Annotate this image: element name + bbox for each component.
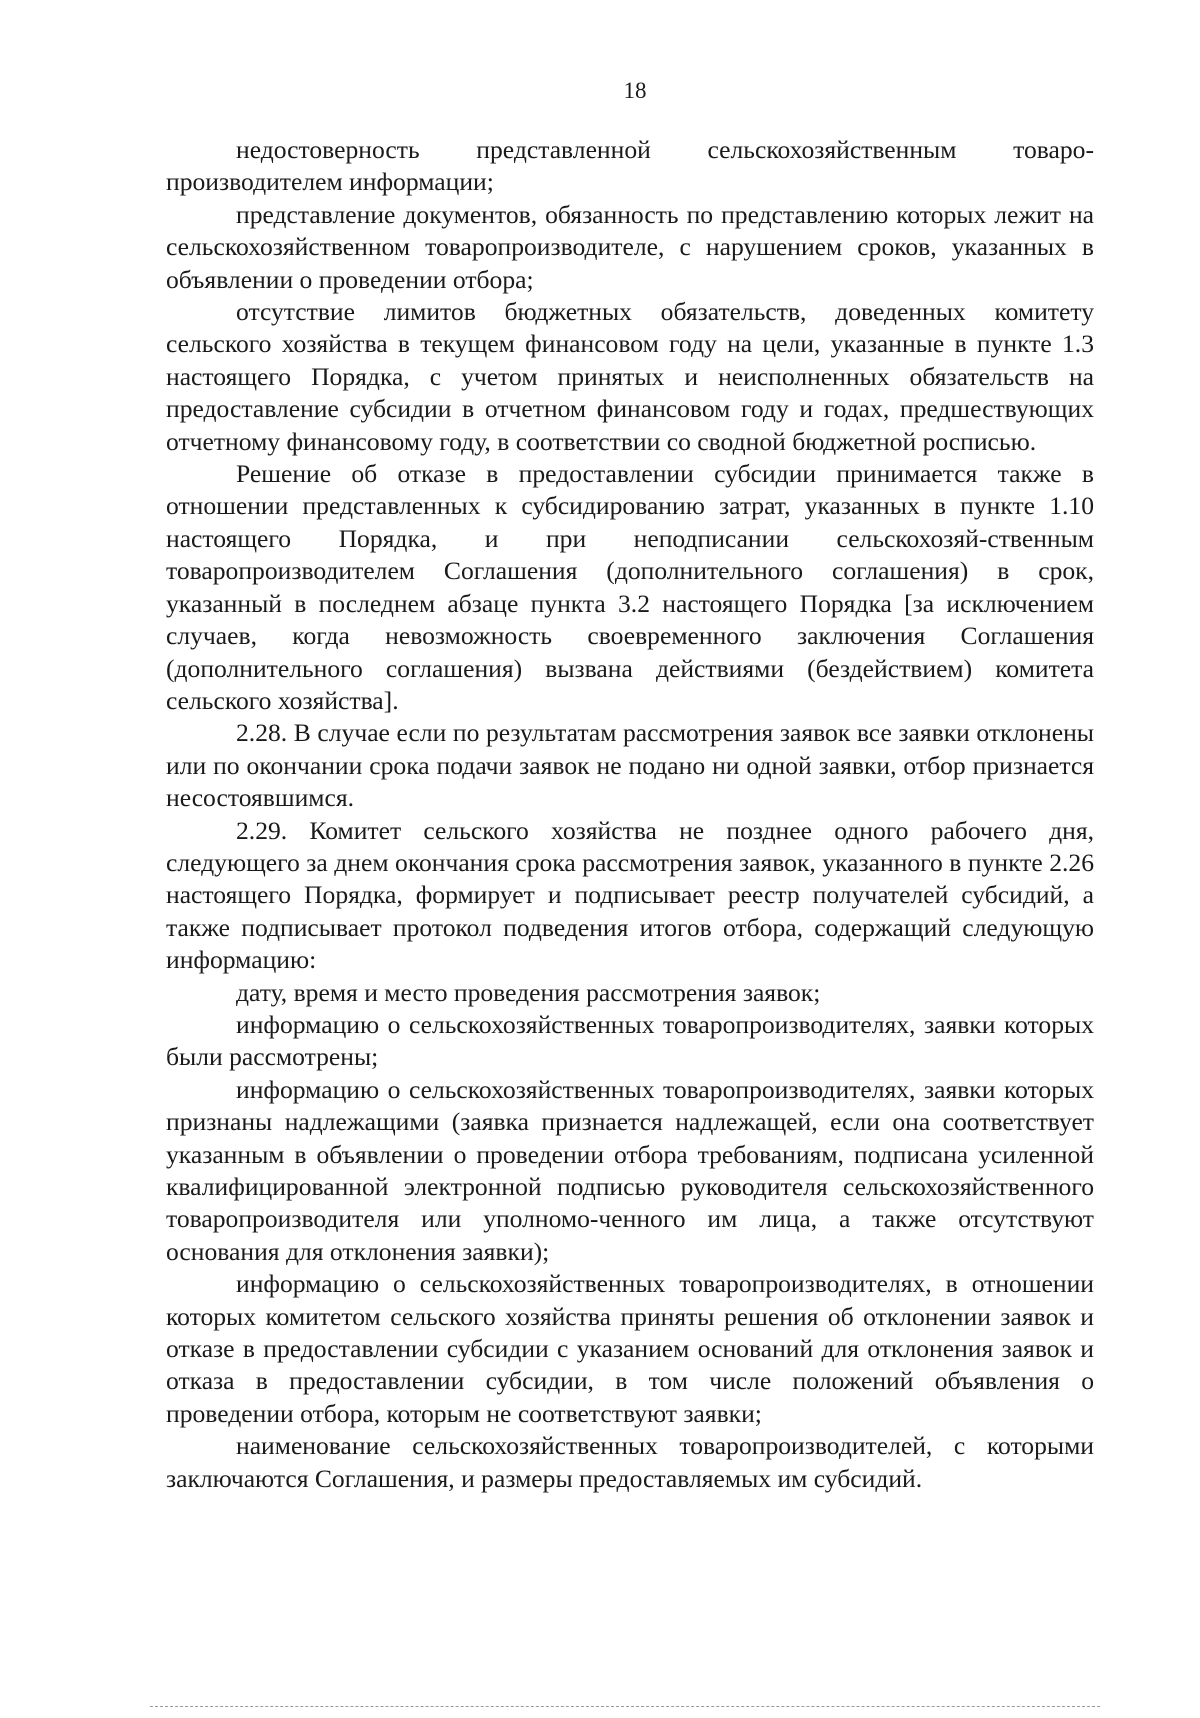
paragraph: дату, время и место проведения рассмотрения заявок; [236, 977, 821, 1007]
paragraph-2-28: 2.28. В случае если по результатам рассмотрения заявок все заявки отклонены или по окончании срока подачи заявок не подано ни одной заявки, отбор признается несостоявшимся. [166, 718, 1094, 813]
page-number: 18 [623, 78, 647, 103]
document-body [166, 134, 1094, 1495]
paragraph: информацию о сельскохозяйственных товаропроизводителях, заявки которых признаны надлежащими (заявка признается надлежащей, если она соответствует указанным в объявлении о проведении отбора требованиям, подписана усиленной квалифицированной электронной подписью руководителя сельскохозяйственного товаропроизводителя или уполномо-ченного им лица, а также отсутствуют основания для отклонения заявки); [166, 1074, 1094, 1266]
scan-edge-line [150, 1706, 1100, 1707]
paragraph: отсутствие лимитов бюджетных обязательств, доведенных комитету сельского хозяйства в текущем финансовом году на цели, указанные в пункте 1.3 настоящего Порядка, с учетом принятых и неисполненных обязательств на предоставление субсидии в отчетном финансовом году и годах, предшествующих отчетному финансовому году, в соответствии со сводной бюджетной росписью. [166, 297, 1094, 456]
paragraph: информацию о сельскохозяйственных товаропроизводителях, заявки которых были рассмотрены; [166, 1009, 1094, 1072]
paragraph: наименование сельскохозяйственных товаропроизводителей, с которыми заключаются Соглашения, и размеры предоставляемых им субсидий. [166, 1431, 1094, 1493]
paragraph: недостоверность представленной сельскохозяйственным товаро-производителем информации; [166, 135, 1094, 197]
paragraph: представление документов, обязанность по представлению которых лежит на сельскохозяйственном товаропроизводителе, с нарушением сроков, указанных в объявлении о проведении отбора; [166, 199, 1094, 294]
paragraph: Решение об отказе в предоставлении субсидии принимается также в отношении представленных к субсидированию затрат, указанных в пункте 1.10 настоящего Порядка, и при неподписании сельскохозяй-ственным товаропроизводителем Соглашения (дополнительного соглашения) в срок, указанный в последнем абзаце пункта 3.2 настоящего Порядка [за исключением случаев, когда невозможность своевременного заключения Соглашения (дополнительного соглашения) вызвана действиями (бездействием) комитета сельского хозяйства]. [166, 459, 1094, 715]
paragraph: информацию о сельскохозяйственных товаропроизводителях, в отношении которых комитетом сельского хозяйства приняты решения об отклонении заявок и отказе в предоставлении субсидии с указанием оснований для отклонения заявок и отказа в предоставлении субсидии, в том числе положений объявления о проведении отбора, которым не соответствуют заявки; [166, 1269, 1094, 1428]
paragraph-2-29: 2.29. Комитет сельского хозяйства не позднее одного рабочего дня, следующего за днем окончания срока рассмотрения заявок, указанного в пункте 2.26 настоящего Порядка, формирует и подписывает реестр получателей субсидий, а также подписывает протокол подведения итогов отбора, содержащий следующую информацию: [166, 815, 1094, 975]
